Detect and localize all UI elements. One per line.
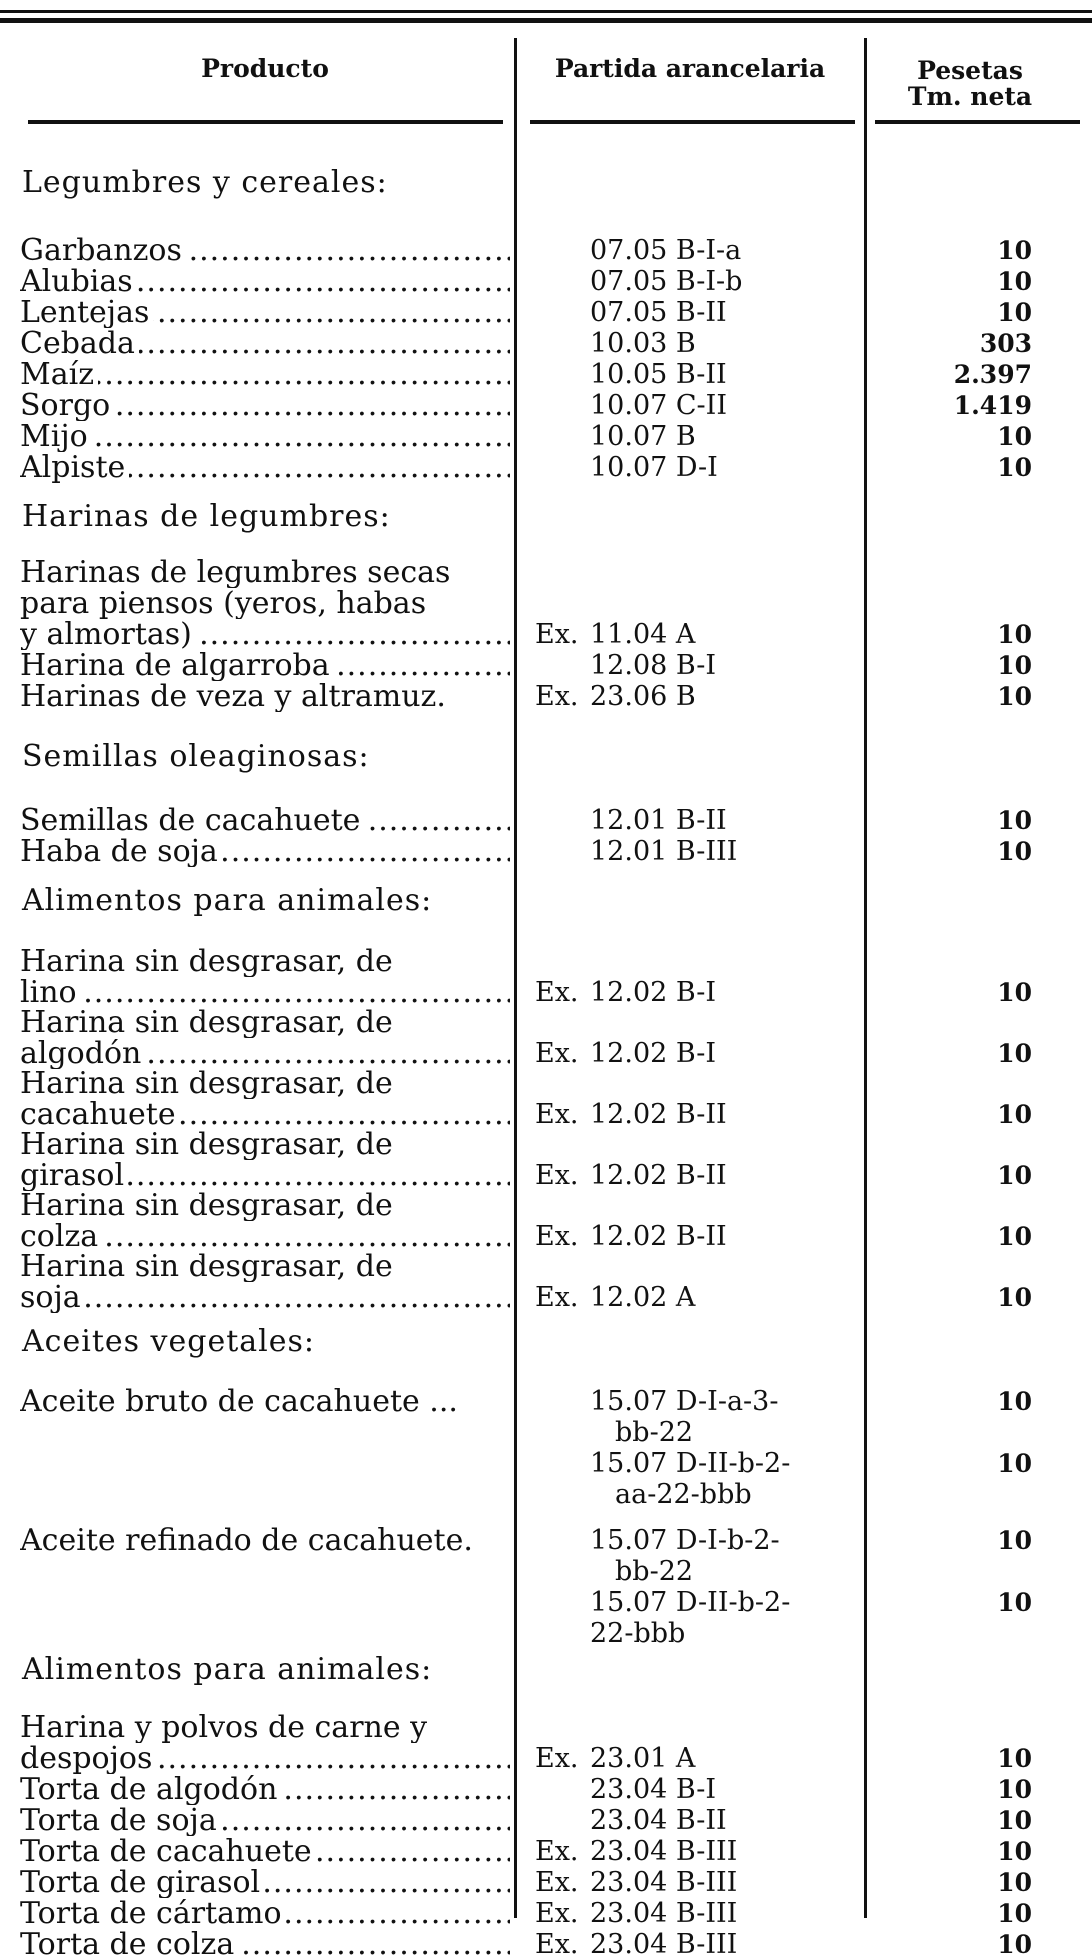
header-partida: Partida arancelaria	[554, 54, 826, 83]
ex-prefix: Ex.	[535, 977, 579, 1008]
product-label: Harina sin desgrasar, de	[20, 1130, 397, 1160]
tariff-code	[535, 453, 865, 483]
ex-prefix: Ex.	[535, 1160, 579, 1191]
ex-prefix: Ex.	[535, 1038, 579, 1069]
pesetas-value: 10	[997, 1899, 1032, 1928]
pesetas-value: 10	[997, 682, 1032, 711]
ex-prefix: Ex.	[535, 1743, 579, 1774]
pesetas-value: 10	[997, 978, 1032, 1007]
tariff-code	[535, 1526, 865, 1556]
product-label: Harina sin desgrasar, de	[20, 1008, 397, 1038]
product-label: Harina y polvos de carne y	[20, 1713, 431, 1743]
tariff-code	[535, 1161, 865, 1191]
product-name	[20, 1837, 510, 1867]
header-underline-producto	[28, 120, 503, 124]
product-name	[20, 453, 510, 483]
ex-prefix: Ex.	[535, 1221, 579, 1252]
product-name	[20, 236, 510, 266]
tariff-code-text: 10.05 B-II	[590, 359, 727, 390]
product-label: Torta de algodón	[20, 1775, 281, 1805]
tariff-code	[535, 1039, 865, 1069]
product-name	[20, 1069, 510, 1099]
pesetas-value: 10	[997, 1039, 1032, 1068]
top-rule-thin	[0, 10, 1092, 13]
tariff-code-text: bb-22	[615, 1417, 694, 1448]
product-label: Aceite bruto de cacahuete ...	[20, 1387, 462, 1417]
product-name	[20, 1252, 510, 1282]
tariff-code-text: 23.04 B-III	[590, 1867, 738, 1898]
product-label: Harina sin desgrasar, de	[20, 1191, 397, 1221]
product-label: Cebada	[20, 329, 139, 359]
product-label: girasol	[20, 1161, 128, 1191]
product-label: despojos	[20, 1744, 156, 1774]
pesetas-value: 10	[997, 453, 1032, 482]
pesetas-value: 303	[979, 329, 1032, 358]
product-name	[20, 947, 510, 977]
ex-prefix: Ex.	[535, 1929, 579, 1960]
tariff-code-text: 12.02 B-I	[590, 1038, 717, 1069]
product-label: algodón	[20, 1039, 145, 1069]
header-underline-pesetas	[875, 120, 1080, 124]
pesetas-value: 10	[997, 651, 1032, 680]
tariff-code	[535, 391, 865, 421]
tariff-code	[535, 1588, 865, 1618]
header-producto: Producto	[201, 54, 329, 83]
tariff-code-text: 15.07 D-I-b-2-	[590, 1525, 780, 1556]
tariff-code-text: 10.03 B	[590, 328, 696, 359]
tariff-code	[535, 1619, 865, 1649]
tariff-code	[535, 1557, 865, 1587]
section-title: Legumbres y cereales:	[22, 165, 388, 200]
product-name	[20, 651, 510, 681]
product-label: Lentejas	[20, 298, 153, 328]
header-pesetas-line2: Tm. neta	[907, 82, 1033, 111]
tariff-code-text: 15.07 D-I-a-3-	[590, 1386, 779, 1417]
ex-prefix: Ex.	[535, 1099, 579, 1130]
tariff-code	[535, 422, 865, 452]
tariff-code	[535, 1744, 865, 1774]
pesetas-value: 10	[997, 1930, 1032, 1959]
pesetas-value: 10	[997, 1837, 1032, 1866]
product-label: Harina sin desgrasar, de	[20, 947, 397, 977]
tariff-code-text: bb-22	[615, 1556, 694, 1587]
tariff-code-text: 07.05 B-II	[590, 297, 727, 328]
ex-prefix: Ex.	[535, 1836, 579, 1867]
tariff-code-text: 12.01 B-II	[590, 805, 727, 836]
tariff-code	[535, 978, 865, 1008]
tariff-code-text: 23.04 B-III	[590, 1929, 738, 1960]
product-name	[20, 267, 510, 297]
tariff-code	[535, 837, 865, 867]
product-name	[20, 1191, 510, 1221]
tariff-code-text: 10.07 C-II	[590, 390, 727, 421]
pesetas-value: 2.397	[953, 360, 1032, 389]
pesetas-value: 10	[997, 1449, 1032, 1478]
tariff-code-text: 12.02 B-I	[590, 977, 717, 1008]
pesetas-value: 10	[997, 1775, 1032, 1804]
top-rule-thick	[0, 18, 1092, 23]
product-label: Torta de soja	[20, 1806, 221, 1836]
product-name	[20, 391, 510, 421]
tariff-code	[535, 267, 865, 297]
product-name	[20, 360, 510, 390]
product-label: Semillas de cacahuete	[20, 806, 364, 836]
pesetas-value: 10	[997, 236, 1032, 265]
pesetas-value: 10	[997, 620, 1032, 649]
tariff-code-text: 23.06 B	[590, 681, 696, 712]
tariff-code-text: 12.02 B-II	[590, 1099, 727, 1130]
tariff-code	[535, 1899, 865, 1929]
pesetas-value: 10	[997, 298, 1032, 327]
tariff-code	[535, 1806, 865, 1836]
product-label: soja	[20, 1283, 85, 1313]
ex-prefix: Ex.	[535, 681, 579, 712]
pesetas-value: 10	[997, 1161, 1032, 1190]
product-label: Torta de colza	[20, 1930, 238, 1960]
product-label: para piensos (yeros, habas	[20, 589, 430, 619]
section-title: Semillas oleaginosas:	[22, 739, 370, 774]
tariff-code	[535, 1222, 865, 1252]
product-label: Harina de algarroba	[20, 651, 334, 681]
product-name	[20, 1806, 510, 1836]
pesetas-value: 10	[997, 837, 1032, 866]
pesetas-value: 10	[997, 422, 1032, 451]
product-name	[20, 837, 510, 867]
tariff-code-text: 12.02 B-II	[590, 1221, 727, 1252]
tariff-code-text: 23.04 B-I	[590, 1774, 717, 1805]
pesetas-value: 10	[997, 1100, 1032, 1129]
product-label: Harina sin desgrasar, de	[20, 1069, 397, 1099]
tariff-code-text: 23.04 B-II	[590, 1805, 727, 1836]
ex-prefix: Ex.	[535, 1867, 579, 1898]
tariff-code-text: 23.01 A	[590, 1743, 696, 1774]
ex-prefix: Ex.	[535, 1282, 579, 1313]
tariff-code	[535, 1480, 865, 1510]
section-title: Aceites vegetales:	[22, 1324, 316, 1359]
tariff-code	[535, 1868, 865, 1898]
tariff-code	[535, 329, 865, 359]
product-name	[20, 1930, 510, 1960]
product-label: Alubias	[20, 267, 137, 297]
product-name	[20, 1744, 510, 1774]
tariff-code-text: 07.05 B-I-b	[590, 266, 743, 297]
product-name	[20, 1283, 510, 1313]
tariff-code-text: 07.05 B-I-a	[590, 235, 742, 266]
product-name	[20, 1008, 510, 1038]
tariff-code-text: 10.07 D-I	[590, 452, 718, 483]
tariff-code-text: 23.04 B-III	[590, 1898, 738, 1929]
product-label: Maíz	[20, 360, 98, 390]
product-name	[20, 1775, 510, 1805]
tariff-code	[535, 236, 865, 266]
tariff-code	[535, 806, 865, 836]
pesetas-value: 10	[997, 1283, 1032, 1312]
tariff-code	[535, 298, 865, 328]
product-label: Alpiste	[20, 453, 129, 483]
tariff-code-text: aa-22-bbb	[615, 1479, 752, 1510]
product-label: y almortas)	[20, 620, 196, 650]
product-name	[20, 589, 510, 619]
section-title: Alimentos para animales:	[22, 1652, 433, 1687]
product-label: Aceite refinado de cacahuete.	[20, 1526, 477, 1556]
product-label: Mijo	[20, 422, 92, 452]
tariff-code-text: 12.02 B-II	[590, 1160, 727, 1191]
product-name	[20, 1526, 510, 1556]
pesetas-value: 10	[997, 267, 1032, 296]
pesetas-value: 10	[997, 1222, 1032, 1251]
product-label: Harina sin desgrasar, de	[20, 1252, 397, 1282]
product-label: Garbanzos	[20, 236, 186, 266]
product-name	[20, 806, 510, 836]
product-name	[20, 1100, 510, 1130]
product-name	[20, 558, 510, 588]
section-title: Harinas de legumbres:	[22, 499, 391, 534]
tariff-code-text: 11.04 A	[590, 619, 696, 650]
product-name	[20, 1713, 510, 1743]
tariff-code-text: 12.02 A	[590, 1282, 696, 1313]
tariff-code	[535, 620, 865, 650]
tariff-code	[535, 1418, 865, 1448]
pesetas-value: 10	[997, 1526, 1032, 1555]
tariff-code-text: 15.07 D-II-b-2-	[590, 1448, 791, 1479]
product-label: Harinas de legumbres secas	[20, 558, 454, 588]
pesetas-value: 1.419	[953, 391, 1032, 420]
product-label: lino	[20, 978, 81, 1008]
tariff-code	[535, 651, 865, 681]
pesetas-value: 10	[997, 1868, 1032, 1897]
product-name	[20, 682, 510, 712]
tariff-code	[535, 1930, 865, 1960]
tariff-code-text: 23.04 B-III	[590, 1836, 738, 1867]
ex-prefix: Ex.	[535, 1898, 579, 1929]
header-pesetas-line1: Pesetas	[917, 56, 1023, 85]
pesetas-value: 10	[997, 1588, 1032, 1617]
column-divider-left	[514, 38, 517, 1918]
product-label: cacahuete	[20, 1100, 180, 1130]
tariff-code	[535, 1387, 865, 1417]
product-label: Sorgo	[20, 391, 114, 421]
ex-prefix: Ex.	[535, 619, 579, 650]
product-name	[20, 1130, 510, 1160]
product-name	[20, 1161, 510, 1191]
product-name	[20, 1868, 510, 1898]
pesetas-value: 10	[997, 1387, 1032, 1416]
tariff-code	[535, 1837, 865, 1867]
product-name	[20, 1222, 510, 1252]
product-name	[20, 620, 510, 650]
pesetas-value: 10	[997, 1744, 1032, 1773]
product-name	[20, 978, 510, 1008]
tariff-code	[535, 682, 865, 712]
tariff-code	[535, 1100, 865, 1130]
tariff-code-text: 10.07 B	[590, 421, 696, 452]
product-label: Torta de cacahuete	[20, 1837, 316, 1867]
tariff-code-text: 22-bbb	[590, 1618, 686, 1649]
product-label: colza	[20, 1222, 102, 1252]
product-name	[20, 329, 510, 359]
tariff-code	[535, 1449, 865, 1479]
product-name	[20, 298, 510, 328]
product-label: Harinas de veza y altramuz.	[20, 682, 450, 712]
product-name	[20, 1387, 510, 1417]
product-name	[20, 422, 510, 452]
header-underline-partida	[530, 120, 855, 124]
product-label: Haba de soja	[20, 837, 222, 867]
tariff-code-text: 15.07 D-II-b-2-	[590, 1587, 791, 1618]
tariff-code	[535, 1283, 865, 1313]
product-label: Torta de cártamo	[20, 1899, 286, 1929]
pesetas-value: 10	[997, 1806, 1032, 1835]
tariff-code-text: 12.08 B-I	[590, 650, 717, 681]
tariff-code	[535, 360, 865, 390]
product-name	[20, 1899, 510, 1929]
product-label: Torta de girasol	[20, 1868, 264, 1898]
section-title: Alimentos para animales:	[22, 883, 433, 918]
pesetas-value: 10	[997, 806, 1032, 835]
tariff-code-text: 12.01 B-III	[590, 836, 738, 867]
tariff-code	[535, 1775, 865, 1805]
product-name	[20, 1039, 510, 1069]
